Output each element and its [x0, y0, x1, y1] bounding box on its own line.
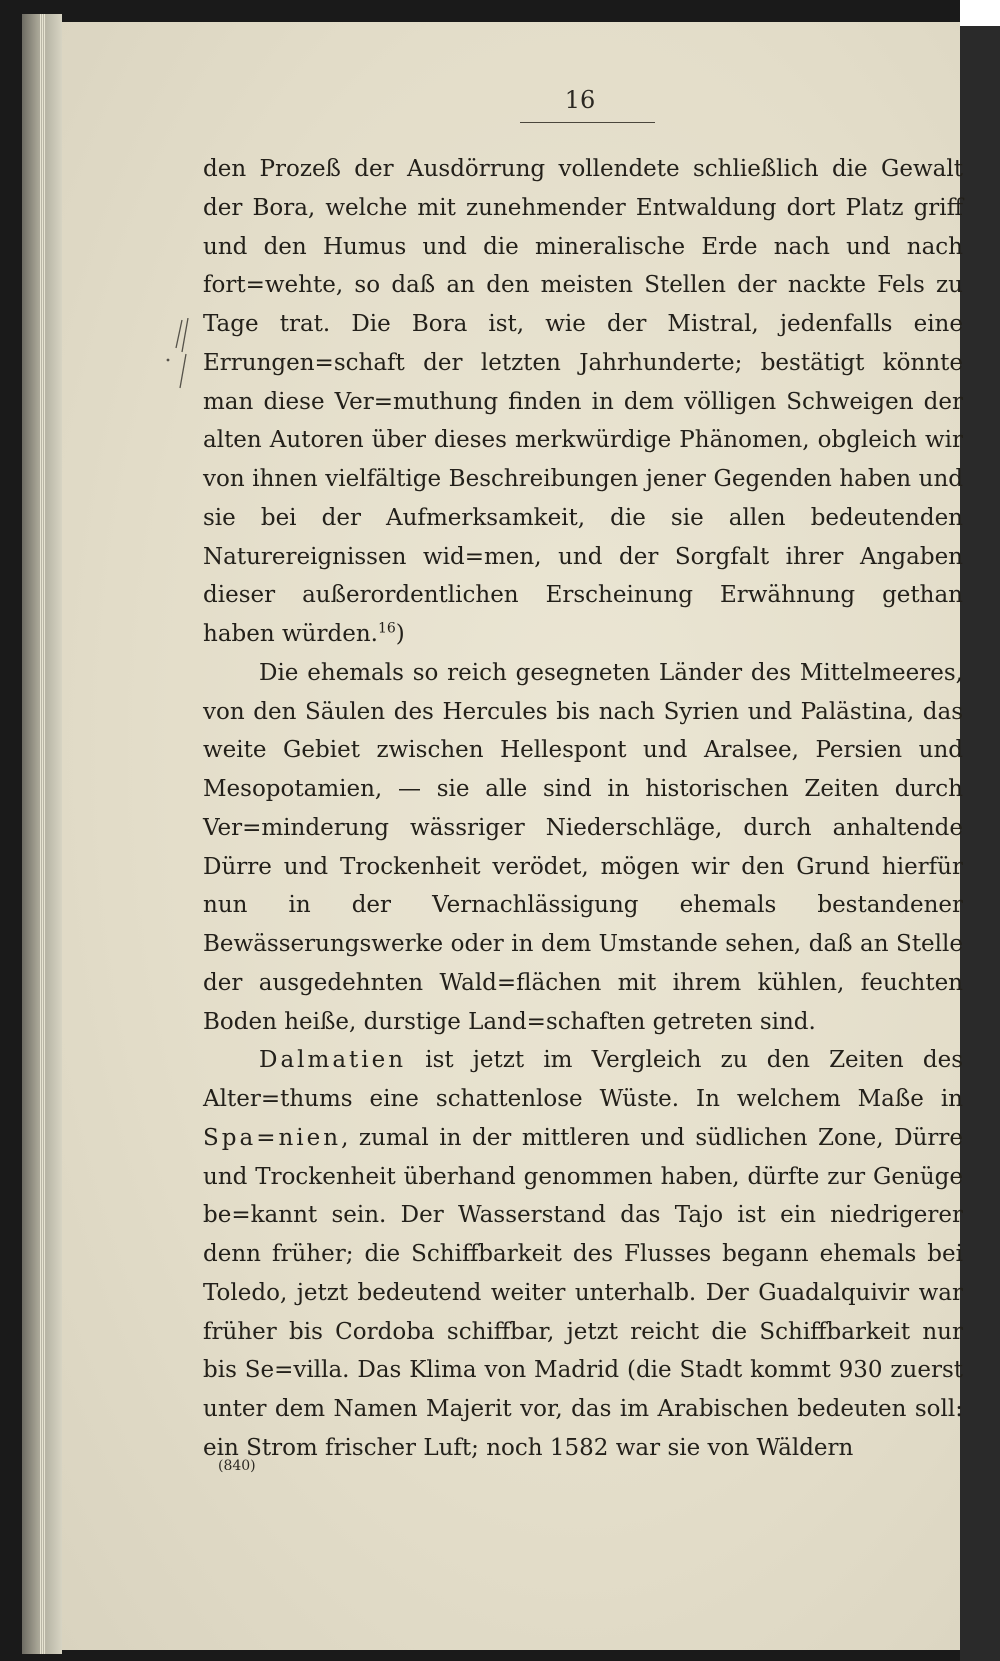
spaced-place-name: Spa=nien: [203, 1124, 342, 1151]
signature-mark: (840): [218, 1458, 256, 1474]
paragraph-text: Die ehemals so reich gesegneten Länder des Mittelmeeres, von den Säulen des Hercules bis nach Syrien und Palästina, das weite Gebiet zwischen Hellespont und Aralsee, Persien und Mesopotamien, — sie alle sind in historischen Zeiten durch Ver=minderung wässriger Niederschläge, durch anhaltende Dürre und Trockenheit verödet, mögen wir den Grund hierfür nun in der Vernachlässigung ehemals bestandener Bewässerungswerke oder in dem Umstande sehen, daß an Stelle der ausgedehnten Wald=flächen mit ihrem kühlen, feuchten Boden heiße, durstige Land=schaften getreten sind.: [203, 659, 963, 1035]
page-number-rule: [520, 122, 655, 123]
paragraph: [203, 1041, 963, 1467]
page-number: 16: [564, 86, 596, 114]
footnote-reference: 16: [377, 620, 396, 637]
paragraph-text: den Prozeß der Ausdörrung vollendete schließlich die Gewalt der Bora, welche mit zunehmender Entwaldung dort Platz griff und den Humus und die mineralische Erde nach und nach fort=wehte, so daß an den meisten Stellen der nackte Fels zu Tage trat. Die Bora ist, wie der Mistral, jedenfalls eine Errungen=schaft der letzten Jahrhunderte; bestätigt könnte man diese Ver=muthung finden in dem völligen Schweigen der alten Autoren über dieses merkwürdige Phänomen, obgleich wir von ihnen vielfältige Beschreibungen jener Gegenden haben und sie bei der Aufmerksamkeit, die sie allen bedeutenden Naturereignissen wid=men, und der Sorgfalt ihrer Angaben dieser außerordentlichen Erscheinung Erwähnung gethan haben würden.: [203, 156, 963, 647]
paragraph-text: ist jetzt im Vergleich zu den Zeiten des Alter=thums eine schattenlose Wüste. In welchem Maße in: [203, 1047, 963, 1112]
spaced-place-name: Dalmatien: [259, 1047, 407, 1074]
scan-border: [960, 0, 1000, 1661]
body-text: [203, 150, 963, 1468]
pencil-margin-marks: [160, 318, 200, 398]
paragraph: [203, 150, 963, 654]
paragraph: [203, 654, 963, 1042]
footnote-close: ): [395, 621, 405, 647]
paragraph-text: , zumal in der mittleren und südlichen Zone, Dürre und Trockenheit überhand genommen haben, dürfte zur Genüge be=kannt sein. Der Wasserstand das Tajo ist ein niedrigerer denn früher; die Schiffbarkeit des Flusses begann ehemals bei Toledo, jetzt bedeutend weiter unterhalb. Der Guadalquivir war früher bis Cordoba schiffbar, jetzt reicht die Schiffbarkeit nur bis Se=villa. Das Klima von Madrid (die Stadt kommt 930 zuerst unter dem Namen Majerit vor, das im Arabischen bedeuten soll: ein Strom frischer Luft; noch 1582 war sie von Wäldern: [203, 1124, 963, 1461]
scan-corner-tab: [960, 0, 1000, 26]
page-edges: [40, 14, 46, 1654]
